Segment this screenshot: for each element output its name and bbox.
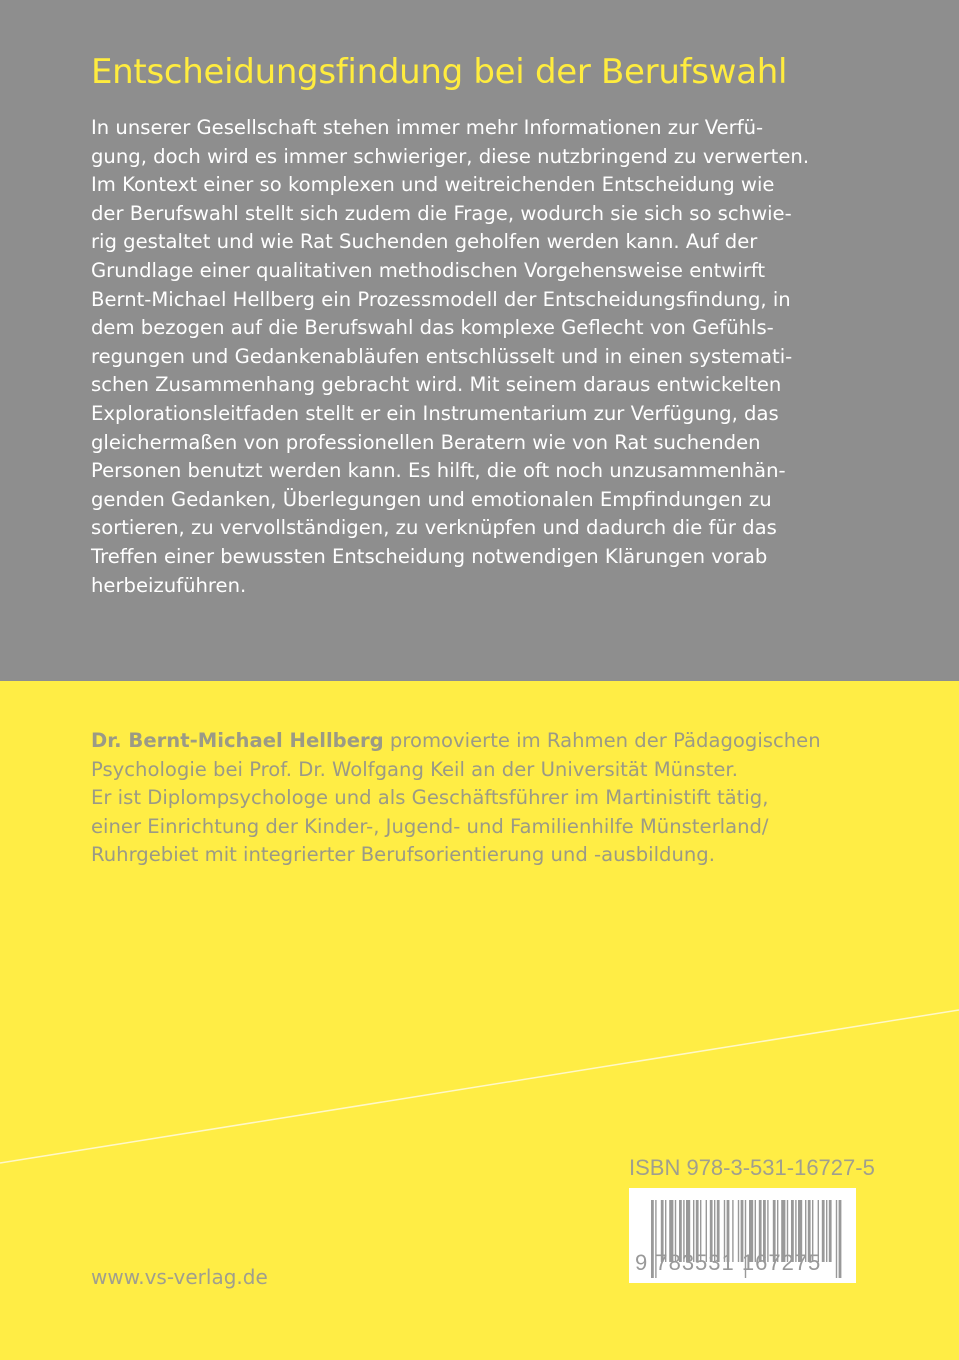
barcode-bar: [826, 1200, 827, 1262]
bio-line: promovierte im Rahmen der Pädagogischen: [383, 729, 821, 752]
bio-line: Ruhrgebiet mit integrierter Berufsorientierung und -ausbildung.: [91, 843, 715, 867]
book-title: Entscheidungsfindung bei der Berufswahl: [91, 52, 788, 92]
text-line: sortieren, zu vervollständigen, zu verknüpfen und dadurch die für das: [91, 516, 777, 540]
text-line: herbeizuführen.: [91, 573, 247, 597]
barcode-bar: [829, 1200, 832, 1262]
author-bio: [91, 727, 821, 870]
barcode-bar: [836, 1200, 837, 1278]
text-line: der Berufswahl stellt sich zudem die Frage, wodurch sie sich so schwie-: [91, 201, 792, 225]
text-line: Treffen einer bewussten Entscheidung notwendigen Klärungen vorab: [91, 544, 768, 568]
bio-line: Psychologie bei Prof. Dr. Wolfgang Keil an der Universität Münster.: [91, 757, 738, 781]
text-line: genden Gedanken, Überlegungen und emotionalen Empfindungen zu: [91, 487, 772, 511]
text-line: Personen benutzt werden kann. Es hilft, die oft noch unzusammenhän-: [91, 459, 786, 483]
text-line: regungen und Gedankenabläufen entschlüsselt und in einen systemati-: [91, 344, 793, 368]
barcode-bar: [839, 1200, 842, 1278]
isbn-label: ISBN 978-3-531-16727-5: [629, 1155, 875, 1180]
text-line: schen Zusammenhang gebracht wird. Mit seinem daraus entwickelten: [91, 373, 782, 397]
text-line: Im Kontext einer so komplexen und weitreichenden Entscheidung wie: [91, 173, 775, 197]
barcode-bar: [822, 1200, 825, 1262]
text-line: In unserer Gesellschaft stehen immer mehr Informationen zur Verfü-: [91, 116, 764, 139]
text-line: dem bezogen auf die Berufswahl das komplexe Geflecht von Gefühls-: [91, 316, 774, 340]
text-line: Explorationsleitfaden stellt er ein Instrumentarium zur Verfügung, das: [91, 401, 779, 425]
text-line: gung, doch wird es immer schwieriger, diese nutzbringend zu verwerten.: [91, 144, 810, 168]
publisher-url[interactable]: www.vs-verlag.de: [91, 1265, 268, 1289]
bio-line: Er ist Diplompsychologe und als Geschäftsführer im Martinistift tätig,: [91, 786, 769, 810]
text-line: gleichermaßen von professionellen Beratern wie von Rat suchenden: [91, 430, 761, 454]
text-line: Bernt-Michael Hellberg ein Prozessmodell der Entscheidungsfindung, in: [91, 287, 791, 311]
barcode: [629, 1188, 856, 1283]
author-name: Dr. Bernt-Michael Hellberg: [91, 729, 384, 752]
bio-line: einer Einrichtung der Kinder-, Jugend- und Familienhilfe Münsterland/: [91, 814, 769, 838]
text-line: rig gestaltet und wie Rat Suchenden geholfen werden kann. Auf der: [91, 230, 758, 254]
text-line: Grundlage einer qualitativen methodischen Vorgehensweise entwirft: [91, 258, 766, 282]
barcode-digits: 9 783531 167275: [635, 1250, 822, 1275]
